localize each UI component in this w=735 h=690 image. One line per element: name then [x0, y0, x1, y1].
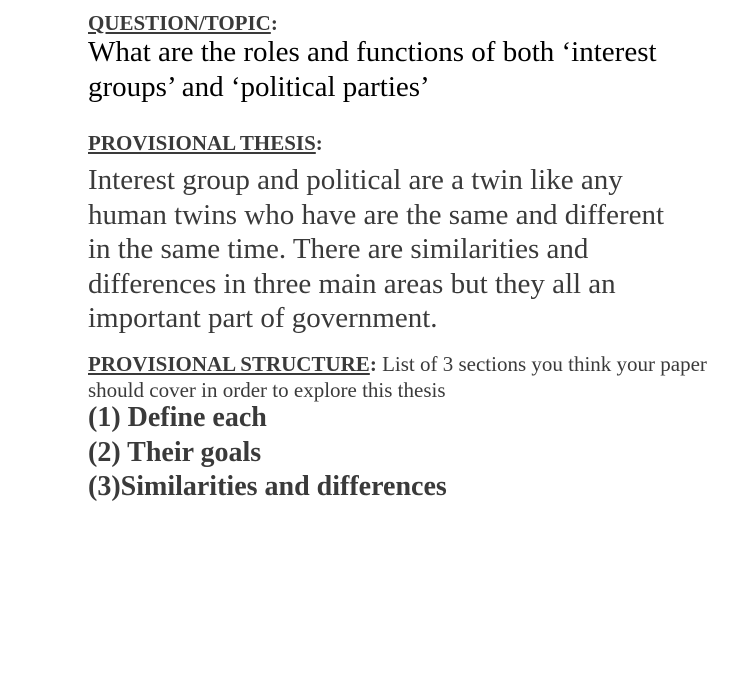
provisional-structure-colon: : — [369, 352, 377, 376]
question-topic-label: QUESTION/TOPIC — [88, 11, 271, 35]
provisional-structure-title — [88, 352, 377, 376]
provisional-thesis-label: PROVISIONAL THESIS — [88, 131, 316, 155]
provisional-thesis-heading — [88, 131, 323, 155]
structure-item: (2) Their goals — [88, 436, 262, 468]
provisional-structure-heading — [88, 351, 708, 403]
thesis-text: Interest group and political are a twin like any human twins who have are the same and different in the same time. There are similarities and differences in three main areas but they all an important part of government. — [88, 164, 665, 334]
structure-list — [88, 401, 447, 505]
provisional-thesis-colon: : — [315, 131, 323, 155]
structure-description: List of 3 sections you think your paper should cover in order to explore this thesis — [88, 352, 707, 402]
structure-item: (1) Define each — [88, 402, 267, 433]
question-topic-colon: : — [270, 11, 278, 35]
provisional-structure-label: PROVISIONAL STRUCTURE — [88, 352, 370, 376]
structure-item: (3)Similarities and differences — [88, 471, 447, 502]
question-topic-heading — [88, 11, 278, 35]
question-text: What are the roles and functions of both ‘interest groups’ and ‘political parties’ — [88, 36, 657, 103]
